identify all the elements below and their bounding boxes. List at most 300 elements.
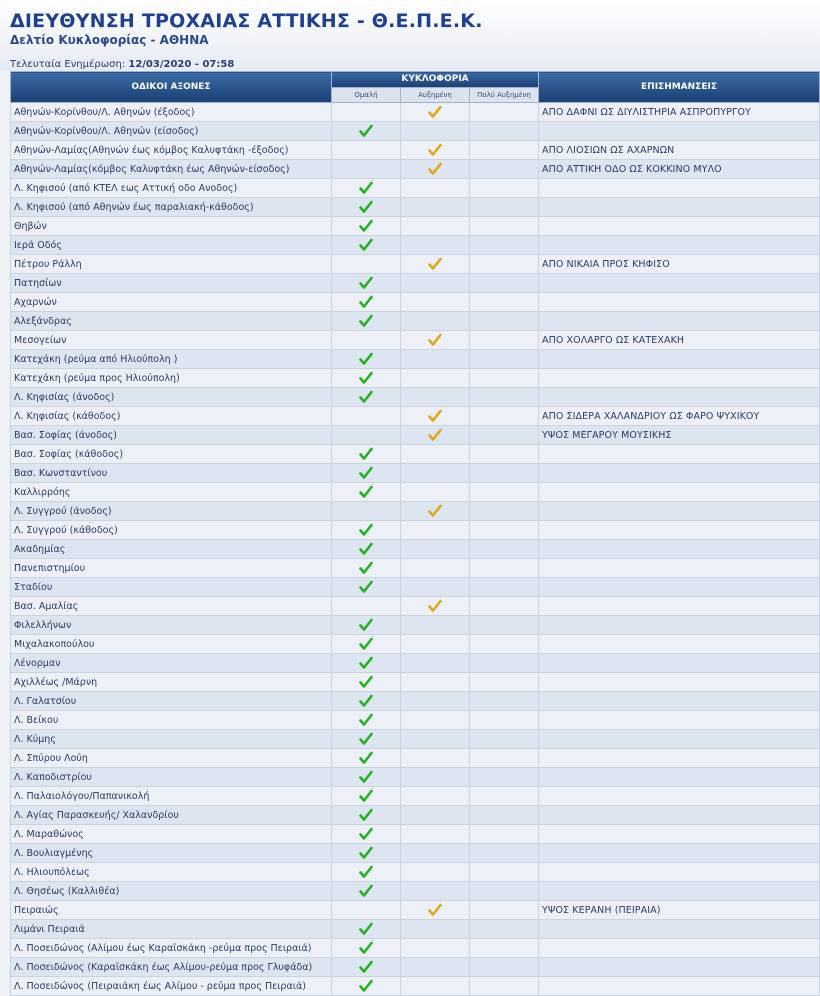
traffic-cell-normal <box>332 350 401 369</box>
road-note <box>539 692 820 711</box>
road-note <box>539 863 820 882</box>
last-update-label: Τελευταία Ενημέρωση: <box>10 59 126 70</box>
traffic-cell-increased <box>401 103 470 122</box>
traffic-cell-very-increased <box>470 939 539 958</box>
road-name: Λ. Καποδιστρίου <box>11 768 332 787</box>
road-name: Λιμάνι Πειραιά <box>11 920 332 939</box>
column-header-notes: ΕΠΙΣΗΜΑΝΣΕΙΣ <box>539 72 820 103</box>
traffic-cell-normal <box>332 977 401 996</box>
traffic-cell-very-increased <box>470 844 539 863</box>
road-name: Θηβών <box>11 217 332 236</box>
table-row <box>11 844 820 863</box>
traffic-cell-normal <box>332 369 401 388</box>
road-name: Λ. Μαραθώνος <box>11 825 332 844</box>
road-name: Λ. Κηφισού (από ΚΤΕΛ εως Αττική οδο Ανοδος) <box>11 179 332 198</box>
traffic-cell-very-increased <box>470 958 539 977</box>
road-name: Λ. Συγγρού (κάθοδος) <box>11 521 332 540</box>
table-row <box>11 749 820 768</box>
road-name: Αχαρνών <box>11 293 332 312</box>
traffic-cell-increased <box>401 825 470 844</box>
traffic-cell-normal <box>332 521 401 540</box>
table-row <box>11 673 820 692</box>
green-check-icon <box>359 846 373 860</box>
road-note <box>539 350 820 369</box>
traffic-cell-very-increased <box>470 103 539 122</box>
yellow-check-icon <box>428 903 442 917</box>
traffic-cell-increased <box>401 977 470 996</box>
traffic-cell-increased <box>401 407 470 426</box>
road-name: Αθηνών-Λαμίας(κόμβος Καλυφτάκη έως Αθηνών-είσοδος) <box>11 160 332 179</box>
yellow-check-icon <box>428 599 442 613</box>
green-check-icon <box>359 922 373 936</box>
road-name: Λ. Θησέως (Καλλιθέα) <box>11 882 332 901</box>
green-check-icon <box>359 675 373 689</box>
traffic-cell-normal <box>332 654 401 673</box>
traffic-cell-very-increased <box>470 502 539 521</box>
green-check-icon <box>359 352 373 366</box>
road-note: ΥΨΟΣ ΜΕΓΑΡΟΥ ΜΟΥΣΙΚΗΣ <box>539 426 820 445</box>
road-name: Λ. Συγγρού (άνοδος) <box>11 502 332 521</box>
road-name: Λ. Κύμης <box>11 730 332 749</box>
road-name: Βασ. Κωνσταντίνου <box>11 464 332 483</box>
traffic-cell-increased <box>401 388 470 407</box>
road-name: Βασ. Σοφίας (κάθοδος) <box>11 445 332 464</box>
traffic-cell-very-increased <box>470 920 539 939</box>
road-note <box>539 236 820 255</box>
traffic-cell-very-increased <box>470 711 539 730</box>
traffic-cell-increased <box>401 464 470 483</box>
yellow-check-icon <box>428 333 442 347</box>
road-name: Σταδίου <box>11 578 332 597</box>
table-row <box>11 825 820 844</box>
traffic-cell-increased <box>401 540 470 559</box>
traffic-cell-increased <box>401 711 470 730</box>
traffic-cell-normal <box>332 730 401 749</box>
green-check-icon <box>359 941 373 955</box>
traffic-cell-normal <box>332 293 401 312</box>
page-subtitle: Δελτίο Κυκλοφορίας - ΑΘΗΝΑ <box>10 33 209 47</box>
traffic-cell-normal <box>332 616 401 635</box>
traffic-cell-increased <box>401 559 470 578</box>
traffic-cell-increased <box>401 141 470 160</box>
green-check-icon <box>359 485 373 499</box>
table-row <box>11 483 820 502</box>
traffic-cell-very-increased <box>470 274 539 293</box>
traffic-cell-normal <box>332 711 401 730</box>
traffic-cell-increased <box>401 312 470 331</box>
green-check-icon <box>359 580 373 594</box>
traffic-table <box>10 71 820 996</box>
traffic-cell-normal <box>332 407 401 426</box>
column-header-traffic: ΚΥΚΛΟΦΟΡΙΑ <box>332 72 539 88</box>
traffic-cell-very-increased <box>470 692 539 711</box>
table-row <box>11 407 820 426</box>
traffic-cell-increased <box>401 293 470 312</box>
traffic-cell-very-increased <box>470 540 539 559</box>
road-note <box>539 635 820 654</box>
road-note <box>539 293 820 312</box>
traffic-cell-normal <box>332 901 401 920</box>
road-note: ΑΠΟ ΔΑΦΝΙ ΩΣ ΔΙΥΛΙΣΤΗΡΙΑ ΑΣΠΡΟΠΥΡΓΟΥ <box>539 103 820 122</box>
traffic-cell-very-increased <box>470 122 539 141</box>
green-check-icon <box>359 865 373 879</box>
traffic-cell-very-increased <box>470 597 539 616</box>
traffic-cell-very-increased <box>470 388 539 407</box>
road-note <box>539 217 820 236</box>
traffic-cell-increased <box>401 787 470 806</box>
road-name: Λ. Κηφισίας (άνοδος) <box>11 388 332 407</box>
table-row <box>11 274 820 293</box>
table-row <box>11 331 820 350</box>
road-note <box>539 749 820 768</box>
traffic-cell-increased <box>401 692 470 711</box>
green-check-icon <box>359 219 373 233</box>
road-name: Λ. Ποσειδώνος (Καραϊσκάκη έως Αλίμου-ρεύμα προς Γλυφάδα) <box>11 958 332 977</box>
yellow-check-icon <box>428 143 442 157</box>
traffic-cell-increased <box>401 198 470 217</box>
road-note <box>539 939 820 958</box>
green-check-icon <box>359 561 373 575</box>
column-header-normal: Ομαλή <box>332 87 401 103</box>
table-row <box>11 730 820 749</box>
traffic-cell-very-increased <box>470 730 539 749</box>
road-note <box>539 578 820 597</box>
traffic-cell-very-increased <box>470 559 539 578</box>
traffic-cell-increased <box>401 274 470 293</box>
table-row <box>11 312 820 331</box>
green-check-icon <box>359 371 373 385</box>
road-note <box>539 673 820 692</box>
road-name: Αλεξάνδρας <box>11 312 332 331</box>
table-row <box>11 369 820 388</box>
table-body <box>11 103 820 996</box>
road-note: ΑΠΟ ΧΟΛΑΡΓΟ ΩΣ ΚΑΤΕΧΑΚΗ <box>539 331 820 350</box>
traffic-cell-very-increased <box>470 255 539 274</box>
table-row <box>11 198 820 217</box>
table-row <box>11 692 820 711</box>
traffic-cell-normal <box>332 863 401 882</box>
traffic-cell-increased <box>401 426 470 445</box>
traffic-cell-increased <box>401 616 470 635</box>
road-name: Βασ. Αμαλίας <box>11 597 332 616</box>
green-check-icon <box>359 979 373 993</box>
traffic-cell-increased <box>401 654 470 673</box>
traffic-cell-normal <box>332 198 401 217</box>
table-row <box>11 103 820 122</box>
traffic-cell-increased <box>401 369 470 388</box>
traffic-cell-increased <box>401 844 470 863</box>
road-name: Λ. Κηφισίας (κάθοδος) <box>11 407 332 426</box>
last-update-value: 12/03/2020 - 07:58 <box>128 59 235 70</box>
road-note <box>539 768 820 787</box>
road-note <box>539 787 820 806</box>
traffic-cell-very-increased <box>470 768 539 787</box>
road-name: Αθηνών-Κορίνθου/Λ. Αθηνών (έξοδος) <box>11 103 332 122</box>
green-check-icon <box>359 390 373 404</box>
green-check-icon <box>359 276 373 290</box>
road-note <box>539 559 820 578</box>
traffic-cell-increased <box>401 502 470 521</box>
road-name: Αθηνών-Λαμίας(Αθηνών έως κόμβος Καλυφτάκη -έξοδος) <box>11 141 332 160</box>
yellow-check-icon <box>428 105 442 119</box>
green-check-icon <box>359 884 373 898</box>
traffic-cell-very-increased <box>470 350 539 369</box>
table-row <box>11 160 820 179</box>
table-row <box>11 863 820 882</box>
road-note <box>539 369 820 388</box>
table-row <box>11 502 820 521</box>
traffic-cell-normal <box>332 768 401 787</box>
traffic-cell-normal <box>332 806 401 825</box>
road-note <box>539 806 820 825</box>
traffic-cell-very-increased <box>470 369 539 388</box>
road-name: Πειραιώς <box>11 901 332 920</box>
table-row <box>11 901 820 920</box>
green-check-icon <box>359 618 373 632</box>
page-title: ΔΙΕΥΘΥΝΣΗ ΤΡΟΧΑΙΑΣ ΑΤΤΙΚΗΣ - Θ.Ε.Π.Ε.Κ. <box>10 10 483 32</box>
green-check-icon <box>359 181 373 195</box>
road-note <box>539 730 820 749</box>
column-header-increased: Αυξημένη <box>401 87 470 103</box>
table-row <box>11 236 820 255</box>
table-row <box>11 464 820 483</box>
road-note <box>539 464 820 483</box>
green-check-icon <box>359 713 373 727</box>
traffic-cell-increased <box>401 939 470 958</box>
road-name: Λ. Ποσειδώνος (Αλίμου έως Καραϊσκάκη -ρεύμα προς Πειραιά) <box>11 939 332 958</box>
road-note <box>539 502 820 521</box>
road-note <box>539 977 820 996</box>
road-name: Ιερά Οδός <box>11 236 332 255</box>
table-row <box>11 350 820 369</box>
road-name: Λ. Παλαιολόγου/Παπανικολή <box>11 787 332 806</box>
green-check-icon <box>359 656 373 670</box>
yellow-check-icon <box>428 409 442 423</box>
green-check-icon <box>359 827 373 841</box>
traffic-cell-increased <box>401 483 470 502</box>
table-row <box>11 597 820 616</box>
green-check-icon <box>359 124 373 138</box>
road-note <box>539 388 820 407</box>
road-note: ΑΠΟ ΣΙΔΕΡΑ ΧΑΛΑΝΔΡΙΟΥ ΩΣ ΦΑΡΟ ΨΥΧΙΚΟΥ <box>539 407 820 426</box>
traffic-cell-increased <box>401 236 470 255</box>
traffic-cell-increased <box>401 445 470 464</box>
traffic-cell-increased <box>401 122 470 141</box>
traffic-cell-normal <box>332 578 401 597</box>
traffic-cell-increased <box>401 768 470 787</box>
table-row <box>11 882 820 901</box>
road-note <box>539 844 820 863</box>
traffic-cell-normal <box>332 217 401 236</box>
last-update <box>10 59 234 70</box>
traffic-cell-very-increased <box>470 863 539 882</box>
traffic-cell-increased <box>401 635 470 654</box>
table-row <box>11 616 820 635</box>
road-note <box>539 616 820 635</box>
traffic-cell-normal <box>332 787 401 806</box>
road-name: Μιχαλακοπούλου <box>11 635 332 654</box>
yellow-check-icon <box>428 428 442 442</box>
yellow-check-icon <box>428 257 442 271</box>
traffic-cell-increased <box>401 597 470 616</box>
table-row <box>11 521 820 540</box>
traffic-cell-very-increased <box>470 445 539 464</box>
traffic-cell-increased <box>401 255 470 274</box>
traffic-cell-increased <box>401 160 470 179</box>
road-note <box>539 597 820 616</box>
traffic-cell-normal <box>332 179 401 198</box>
traffic-cell-increased <box>401 901 470 920</box>
traffic-cell-normal <box>332 749 401 768</box>
table-row <box>11 179 820 198</box>
road-note <box>539 274 820 293</box>
traffic-cell-increased <box>401 863 470 882</box>
road-note <box>539 445 820 464</box>
table-row <box>11 141 820 160</box>
table-row <box>11 540 820 559</box>
road-name: Κατεχάκη (ρεύμα από Ηλιούπολη ) <box>11 350 332 369</box>
traffic-cell-very-increased <box>470 635 539 654</box>
traffic-cell-normal <box>332 635 401 654</box>
road-name: Λ. Γαλατσίου <box>11 692 332 711</box>
traffic-cell-very-increased <box>470 825 539 844</box>
road-name: Λ. Ποσειδώνος (Πειραιάκη έως Αλίμου - ρεύμα προς Πειραιά) <box>11 977 332 996</box>
traffic-cell-increased <box>401 882 470 901</box>
column-header-very-increased: Πολύ Αυξημένη <box>470 87 539 103</box>
green-check-icon <box>359 789 373 803</box>
traffic-cell-normal <box>332 464 401 483</box>
road-name: Λ. Κηφισού (από Αθηνών έως παραλιακή-κάθοδος) <box>11 198 332 217</box>
traffic-cell-very-increased <box>470 749 539 768</box>
traffic-cell-very-increased <box>470 806 539 825</box>
table-row <box>11 445 820 464</box>
green-check-icon <box>359 200 373 214</box>
road-name: Λ. Βουλιαγμένης <box>11 844 332 863</box>
traffic-cell-increased <box>401 673 470 692</box>
road-name: Αχιλλέως /Μάρνη <box>11 673 332 692</box>
yellow-check-icon <box>428 162 442 176</box>
green-check-icon <box>359 447 373 461</box>
road-name: Λ. Αγίας Παρασκευής/ Χαλανδρίου <box>11 806 332 825</box>
road-note <box>539 122 820 141</box>
table-row <box>11 806 820 825</box>
green-check-icon <box>359 542 373 556</box>
traffic-cell-normal <box>332 483 401 502</box>
traffic-cell-normal <box>332 236 401 255</box>
green-check-icon <box>359 732 373 746</box>
road-note <box>539 198 820 217</box>
table-row <box>11 635 820 654</box>
table-row <box>11 654 820 673</box>
traffic-cell-very-increased <box>470 141 539 160</box>
traffic-cell-increased <box>401 578 470 597</box>
road-note: ΥΨΟΣ ΚΕΡΑΝΗ (ΠΕΙΡΑΙΑ) <box>539 901 820 920</box>
road-name: Φιλελλήνων <box>11 616 332 635</box>
traffic-cell-normal <box>332 844 401 863</box>
traffic-cell-normal <box>332 141 401 160</box>
green-check-icon <box>359 295 373 309</box>
table-row <box>11 711 820 730</box>
table-row <box>11 426 820 445</box>
traffic-cell-very-increased <box>470 977 539 996</box>
road-note <box>539 654 820 673</box>
road-note <box>539 825 820 844</box>
green-check-icon <box>359 751 373 765</box>
road-note <box>539 483 820 502</box>
traffic-cell-very-increased <box>470 464 539 483</box>
traffic-cell-very-increased <box>470 787 539 806</box>
traffic-cell-very-increased <box>470 426 539 445</box>
table-row <box>11 939 820 958</box>
road-note <box>539 882 820 901</box>
table-row <box>11 255 820 274</box>
road-name: Λ. Ηλιουπόλεως <box>11 863 332 882</box>
green-check-icon <box>359 238 373 252</box>
traffic-cell-increased <box>401 920 470 939</box>
green-check-icon <box>359 694 373 708</box>
road-name: Αθηνών-Κορίνθου/Λ. Αθηνών (είσοδος) <box>11 122 332 141</box>
road-name: Πατησίων <box>11 274 332 293</box>
traffic-cell-normal <box>332 540 401 559</box>
traffic-cell-normal <box>332 103 401 122</box>
table-row <box>11 388 820 407</box>
traffic-cell-very-increased <box>470 673 539 692</box>
traffic-cell-normal <box>332 255 401 274</box>
table-row <box>11 977 820 996</box>
traffic-cell-increased <box>401 521 470 540</box>
green-check-icon <box>359 637 373 651</box>
traffic-cell-very-increased <box>470 312 539 331</box>
traffic-cell-normal <box>332 502 401 521</box>
road-name: Μεσογείων <box>11 331 332 350</box>
traffic-cell-very-increased <box>470 293 539 312</box>
traffic-cell-normal <box>332 920 401 939</box>
traffic-cell-very-increased <box>470 331 539 350</box>
traffic-cell-increased <box>401 958 470 977</box>
road-name: Λ. Βείκου <box>11 711 332 730</box>
road-name: Πέτρου Ράλλη <box>11 255 332 274</box>
road-note <box>539 540 820 559</box>
road-name: Πανεπιστημίου <box>11 559 332 578</box>
road-name: Λένορμαν <box>11 654 332 673</box>
traffic-cell-normal <box>332 958 401 977</box>
column-header-roads: ΟΔΙΚΟΙ ΑΞΟΝΕΣ <box>11 72 332 103</box>
traffic-cell-very-increased <box>470 236 539 255</box>
traffic-cell-normal <box>332 597 401 616</box>
table-row <box>11 122 820 141</box>
traffic-cell-normal <box>332 426 401 445</box>
table-row <box>11 768 820 787</box>
traffic-cell-increased <box>401 350 470 369</box>
road-note <box>539 920 820 939</box>
road-name: Ακαδημίας <box>11 540 332 559</box>
traffic-cell-very-increased <box>470 521 539 540</box>
table-row <box>11 958 820 977</box>
road-name: Καλλιρρόης <box>11 483 332 502</box>
traffic-cell-very-increased <box>470 160 539 179</box>
traffic-cell-increased <box>401 730 470 749</box>
table-row <box>11 293 820 312</box>
traffic-cell-increased <box>401 806 470 825</box>
table-row <box>11 217 820 236</box>
traffic-cell-increased <box>401 749 470 768</box>
road-note <box>539 958 820 977</box>
road-note <box>539 179 820 198</box>
green-check-icon <box>359 960 373 974</box>
traffic-cell-very-increased <box>470 198 539 217</box>
traffic-cell-normal <box>332 673 401 692</box>
traffic-cell-very-increased <box>470 882 539 901</box>
